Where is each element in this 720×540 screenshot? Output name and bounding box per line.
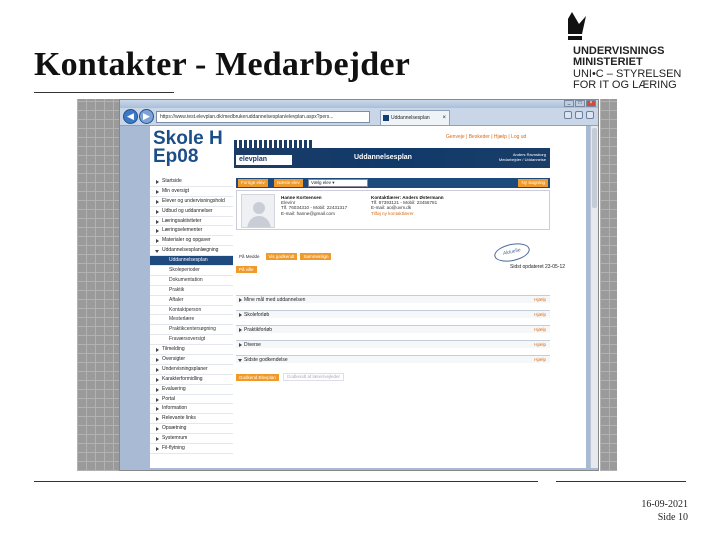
menu-item[interactable]: Dokumentation [150, 276, 233, 286]
menu-item[interactable]: Fil-flytning [150, 444, 233, 454]
section-label: Sidste godkendelse [244, 357, 288, 363]
student-role: Elev/nr [281, 200, 296, 206]
section-help-link[interactable]: Hjælp [534, 357, 546, 362]
menu-item[interactable]: Uddannelsesplan [150, 256, 233, 266]
menu-item[interactable]: Kontaktperson [150, 306, 233, 316]
view-button[interactable]: På ville [236, 266, 257, 273]
menu-item[interactable]: Relevante links [150, 414, 233, 424]
new-search-button[interactable]: Ny Søgning [518, 179, 548, 187]
bottom-buttons [236, 373, 344, 381]
tab-label: Uddannelsesplan [391, 115, 430, 121]
student-email: E-mail: hanne@gmail.com [281, 210, 335, 216]
favorites-icon[interactable] [575, 111, 583, 119]
browser-screenshot [119, 99, 599, 471]
browser-navbar [120, 108, 598, 126]
footer-rule-right [556, 481, 686, 482]
section-header[interactable] [236, 295, 550, 303]
section-header[interactable] [236, 325, 550, 333]
next-student-button[interactable]: Næste elev [274, 179, 303, 187]
section-label: Skoleforløb [244, 312, 270, 318]
menu-item[interactable]: Praktikcentersøgning [150, 325, 233, 335]
menu-item[interactable]: Startside [150, 177, 233, 187]
school-line-2: Ep08 [153, 146, 199, 167]
logo-line-3: UNI•C – STYRELSEN [573, 68, 682, 80]
tab-close-icon[interactable]: × [442, 115, 446, 121]
menu-item[interactable]: Evaluering [150, 385, 233, 395]
compare-button[interactable]: Sammenlign [300, 253, 331, 260]
section-label: Mine mål med uddannelsen [244, 297, 306, 303]
menu-item[interactable]: Min oversigt [150, 187, 233, 197]
site-banner [234, 148, 550, 168]
action-buttons [236, 253, 331, 260]
user-name: Anders Ravnsborg [512, 152, 546, 157]
menu-item[interactable]: Karakterformidling [150, 375, 233, 385]
home-icon[interactable] [564, 111, 572, 119]
browser-tab[interactable] [380, 110, 450, 125]
section-label: Diverse [244, 342, 261, 348]
section-help-link[interactable]: Hjælp [534, 342, 546, 347]
student-name: Hanne Kortsensen [281, 195, 322, 200]
student-card [236, 190, 550, 230]
section-label: Praktikforløb [244, 327, 273, 333]
crown-icon [568, 8, 708, 48]
menu-item[interactable]: Læringselementer [150, 226, 233, 236]
browser-titlebar [120, 100, 598, 108]
browser-viewport [120, 126, 598, 471]
menu-item[interactable]: Læringsaktiviteter [150, 217, 233, 227]
add-contact-link[interactable]: Tilføj ny kontaktlærer [371, 210, 414, 216]
logo-line-1: UNDERVISNINGS [573, 45, 665, 57]
slide-footer [641, 498, 688, 524]
menu-item[interactable]: Portal [150, 395, 233, 405]
browser-toolbar-icons [564, 111, 594, 119]
menu-item[interactable]: Information [150, 404, 233, 414]
side-pattern-left [77, 99, 119, 471]
medde-label: På Medde [239, 254, 260, 259]
menu-item[interactable]: Udbud og uddannelser [150, 207, 233, 217]
slide-title: Kontakter - Medarbejder [34, 46, 410, 83]
menu-item[interactable]: Elever og undervisningshold [150, 197, 233, 207]
approved-by-teacher-button[interactable]: Godkendt af lærer/vejleder [283, 373, 344, 381]
vertical-scrollbar[interactable] [590, 126, 598, 468]
menu-item[interactable]: Mesterlære [150, 315, 233, 325]
prev-student-button[interactable]: Forrige elev [238, 179, 268, 187]
contact-email: E-mail: ao@uvm.dk [371, 205, 412, 211]
last-updated: Sidst opdateret 23-05-12 [510, 264, 566, 270]
footer-rule-left [34, 481, 538, 482]
user-role: Medarbejder / Uddannelse [498, 157, 546, 162]
student-toolbar [236, 178, 550, 188]
menu-item[interactable]: Praktik [150, 286, 233, 296]
menu-item[interactable]: Materialer og opgaver [150, 236, 233, 246]
back-arrow-icon[interactable]: ◀ [123, 109, 138, 124]
minimize-icon[interactable]: _ [564, 100, 574, 107]
settings-icon[interactable] [586, 111, 594, 119]
ministry-logo [568, 8, 708, 92]
student-info [281, 195, 347, 216]
show-approved-button[interactable]: Vis godkendt [266, 253, 298, 260]
student-select-value: Vælg elev [311, 180, 332, 185]
person-silhouette-icon [242, 195, 275, 228]
school-name [153, 130, 223, 166]
maximize-icon[interactable]: □ [575, 100, 585, 107]
student-phone: Tlf. 76034310 - Mobil: 22431317 [281, 205, 348, 211]
title-underline [34, 92, 174, 93]
favicon-icon [383, 115, 389, 121]
forward-arrow-icon[interactable]: ▶ [139, 109, 154, 124]
menu-item[interactable]: Opsætning [150, 424, 233, 434]
student-select[interactable]: Vælg elev ▾ [308, 179, 368, 187]
menu-item[interactable]: Systemrum [150, 434, 233, 444]
footer-date: 16-09-2021 [641, 499, 688, 510]
section-help-link[interactable]: Hjælp [534, 327, 546, 332]
side-menu [150, 177, 233, 454]
status-stamp: Aktuelle [493, 240, 532, 264]
contact-info [371, 195, 444, 216]
side-pattern-right [600, 99, 617, 471]
menu-item[interactable]: Skoleperioder [150, 266, 233, 276]
window-controls [564, 100, 596, 107]
menu-item[interactable]: Undervisningsplaner [150, 365, 233, 375]
section-help-link[interactable]: Hjælp [534, 297, 546, 302]
logo-line-2: MINISTERIET [573, 56, 643, 68]
elevplan-page [150, 126, 586, 468]
approve-plan-button[interactable]: Godkend Elevplan [236, 374, 279, 381]
school-line-1: Skole H [153, 128, 223, 149]
contact-phone: Tlf. 87393121 - Mobil: 23456781 [371, 200, 438, 206]
footer-page: Side 10 [657, 512, 688, 523]
section-header[interactable] [236, 340, 550, 348]
contact-teacher: Kontaktlærer: Anders Østermann [371, 195, 444, 200]
menu-item[interactable]: Uddannelsesplanlægning [150, 246, 233, 256]
avatar [241, 194, 275, 228]
banner-dots [234, 140, 314, 148]
user-info [499, 152, 546, 162]
section-header[interactable] [236, 355, 550, 363]
top-links[interactable]: Genveje | Beskeder | Hjælp | Log ud [446, 134, 527, 140]
scrollbar-thumb[interactable] [592, 128, 597, 208]
address-bar[interactable]: https://www.test.elevplan.dk/medbrukeruddannelsesplan/elevplan.aspx?pers... [156, 111, 370, 123]
menu-item[interactable]: Oversigter [150, 355, 233, 365]
close-icon[interactable]: × [586, 100, 596, 107]
menu-item[interactable]: Tilmelding [150, 345, 233, 355]
elevplan-logo[interactable]: elevplan [236, 155, 292, 165]
logo-line-4: FOR IT OG LÆRING [573, 79, 677, 91]
menu-item[interactable]: Aftaler [150, 296, 233, 306]
section-help-link[interactable]: Hjælp [534, 312, 546, 317]
menu-item[interactable]: Fraværsoversigt [150, 335, 233, 345]
section-header[interactable] [236, 310, 550, 318]
banner-title: Uddannelsesplan [354, 154, 412, 161]
